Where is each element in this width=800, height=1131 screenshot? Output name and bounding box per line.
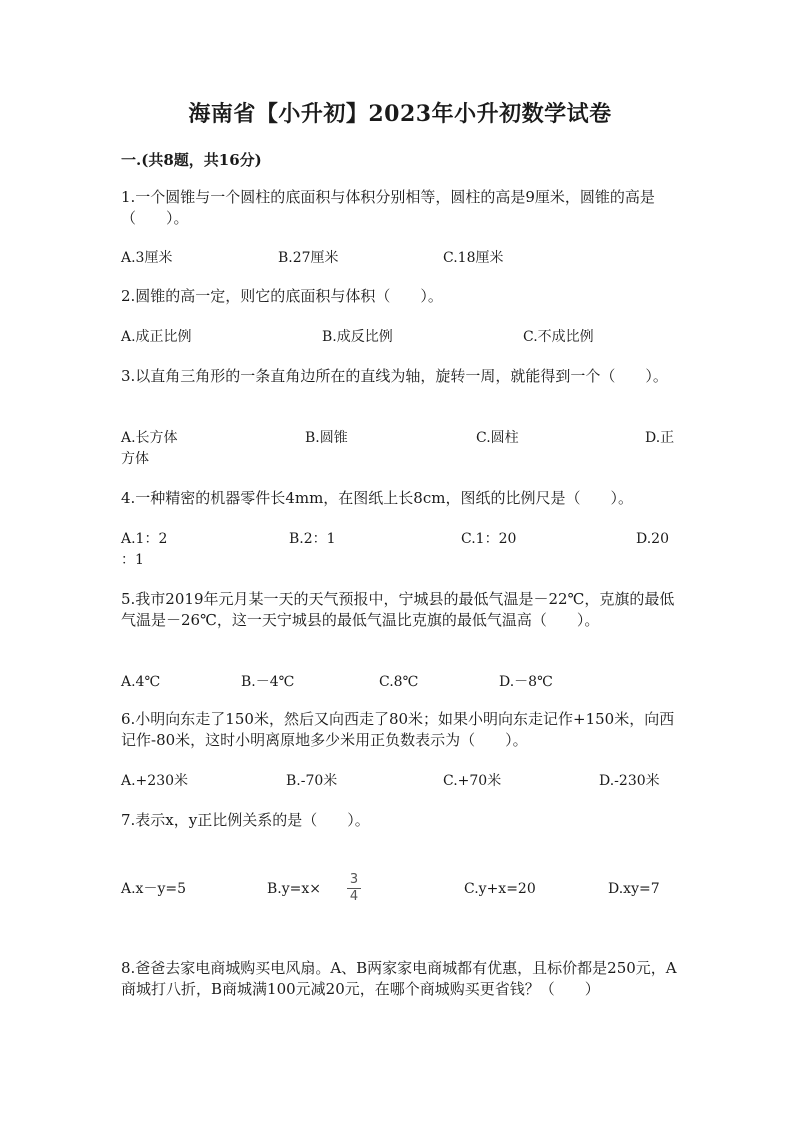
q3-option-d[interactable]: D.正 [645, 430, 675, 446]
q6-option-c[interactable]: C.+70米 [443, 773, 502, 789]
q3-option-d-wrap: 方体 [121, 451, 149, 467]
page-title: 海南省【小升初】2023年小升初数学试卷 [188, 101, 612, 127]
q4-option-b[interactable]: B.2：1 [289, 531, 336, 547]
q5-option-d[interactable]: D.－8℃ [499, 674, 553, 690]
question-2-text: 2.圆锥的高一定，则它的底面积与体积（ ）。 [121, 287, 443, 305]
question-3-text: 3.以直角三角形的一条直角边所在的直线为轴，旋转一周，就能得到一个（ ）。 [121, 367, 668, 385]
q7-option-c[interactable]: C.y+x=20 [464, 881, 536, 897]
q2-option-b[interactable]: B.成反比例 [322, 329, 393, 345]
question-5-text: 5.我市2019年元月某一天的天气预报中，宁城县的最低气温是－22℃，克旗的最低气温是－26℃，这一天宁城县的最低气温比克旗的最低气温高（ ）。 [121, 590, 675, 629]
fraction-numerator: 3 [349, 872, 359, 887]
q4-option-d[interactable]: D.20 [636, 531, 669, 547]
q4-option-d-wrap: ：1 [121, 552, 144, 568]
q7-option-a[interactable]: A.x－y=5 [121, 881, 187, 897]
q7-fraction [346, 873, 362, 904]
q2-option-a[interactable]: A.成正比例 [121, 329, 192, 345]
fraction-denominator: 4 [349, 889, 359, 904]
question-4-text: 4.一种精密的机器零件长4mm，在图纸上长8cm，图纸的比例尺是（ ）。 [121, 489, 633, 507]
question-8-text: 8.爸爸去家电商城购买电风扇。A、B两家家电商城都有优惠，且标价都是250元，A商城打八折，B商城满100元减20元，在哪个商城购买更省钱？（ ） [121, 959, 677, 998]
q1-option-a[interactable]: A.3厘米 [121, 250, 173, 266]
q4-option-a[interactable]: A.1：2 [121, 531, 168, 547]
q5-option-b[interactable]: B.－4℃ [241, 674, 295, 690]
q5-option-a[interactable]: A.4℃ [121, 674, 161, 690]
q1-option-b[interactable]: B.27厘米 [278, 250, 339, 266]
q3-option-a[interactable]: A.长方体 [121, 430, 178, 446]
q2-option-c[interactable]: C.不成比例 [523, 329, 594, 345]
section-title: 一.(共8题，共16分) [121, 151, 262, 169]
question-6-text: 6.小明向东走了150米，然后又向西走了80米；如果小明向东走记作+150米，向西记作-80米，这时小明离原地多少米用正负数表示为（ ）。 [121, 710, 675, 749]
q7-option-d[interactable]: D.xy=7 [608, 881, 660, 897]
q6-option-d[interactable]: D.-230米 [599, 773, 660, 789]
q1-option-c[interactable]: C.18厘米 [443, 250, 504, 266]
question-7-text: 7.表示x，y正比例关系的是（ ）。 [121, 811, 370, 829]
q5-option-c[interactable]: C.8℃ [379, 674, 419, 690]
q6-option-b[interactable]: B.-70米 [286, 773, 338, 789]
question-1-text: 1.一个圆锥与一个圆柱的底面积与体积分别相等，圆柱的高是9厘米，圆锥的高是（ ）。 [121, 188, 655, 227]
q6-option-a[interactable]: A.+230米 [121, 773, 189, 789]
q7-option-b[interactable]: B.y=x× [267, 881, 322, 897]
q3-option-c[interactable]: C.圆柱 [476, 430, 519, 446]
q4-option-c[interactable]: C.1：20 [461, 531, 517, 547]
q3-option-b[interactable]: B.圆锥 [305, 430, 348, 446]
